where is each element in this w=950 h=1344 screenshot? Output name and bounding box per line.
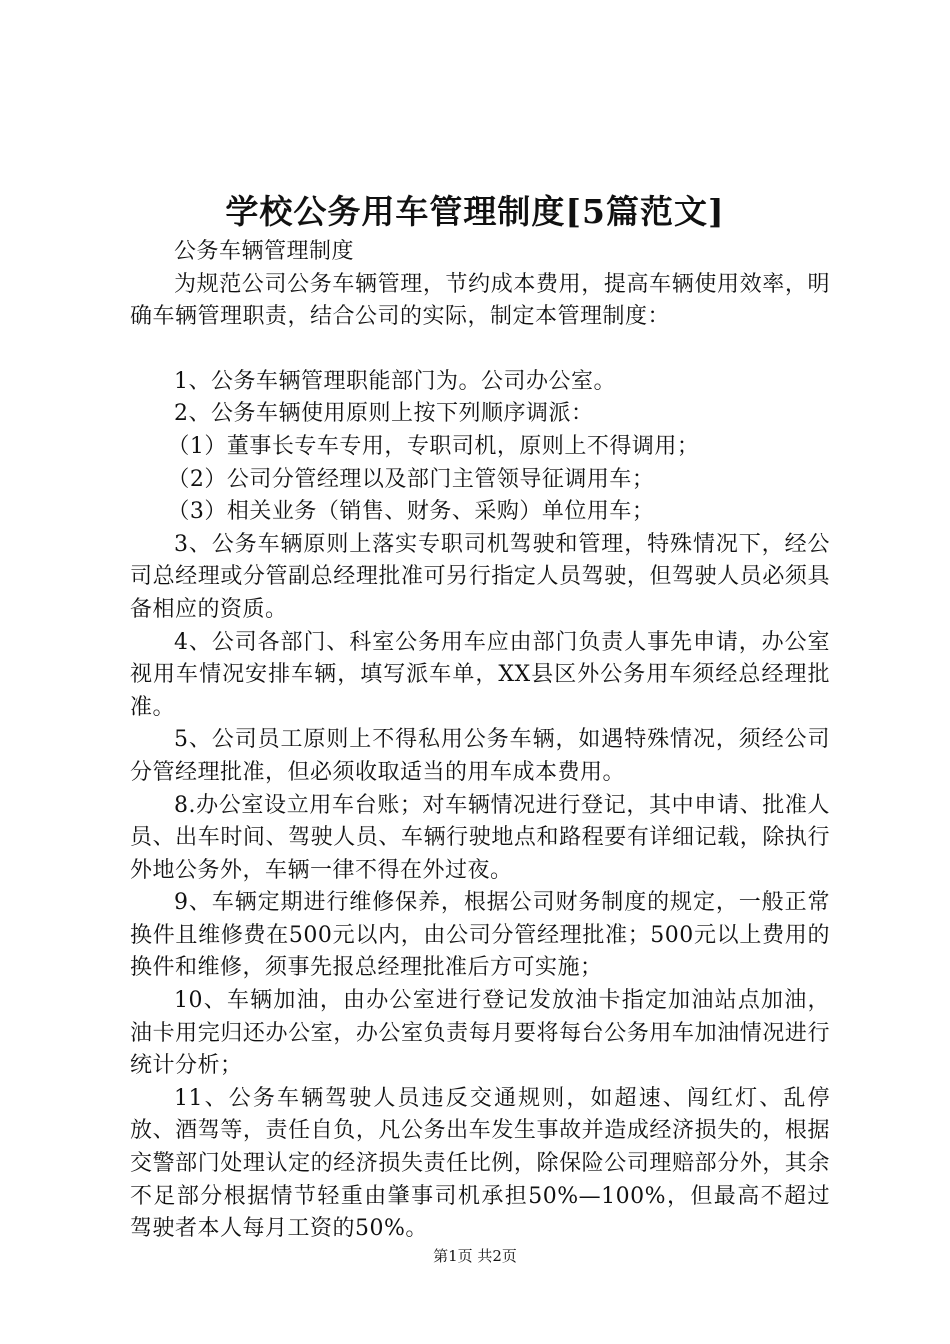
clause-2: 2、公务车辆使用原则上按下列顺序调派： xyxy=(174,401,594,427)
section-heading: 公务车辆管理制度 xyxy=(174,239,355,264)
clause-1: 1、公务车辆管理职能部门为。公司办公室。 xyxy=(174,368,616,394)
clause-3: 3、公务车辆原则上落实专职司机驾驶和管理，特殊情况下，经公司总经理或分管副总经理批准可另行指定人员驾驶，但驾驶人员必须具备相应的资质。 xyxy=(130,531,830,622)
clause-4: 4、公司各部门、科室公务用车应由部门负责人事先申请，办公室视用车情况安排车辆，填写派车单，XX县区外公务用车须经总经理批准。 xyxy=(130,629,830,720)
document-title: 学校公务用车管理制度[5篇范文] xyxy=(225,192,725,231)
clause-8: 8.办公室设立用车台账；对车辆情况进行登记，其中申请、批准人员、出车时间、驾驶人员、车辆行驶地点和路程要有详细记载，除执行外地公务外，车辆一律不得在外过夜。 xyxy=(130,792,830,883)
document-body xyxy=(130,236,830,1246)
clause-2-item-1: （1）董事长专车专用，专职司机，原则上不得调用； xyxy=(167,433,700,459)
clause-9: 9、车辆定期进行维修保养，根据公司财务制度的规定，一般正常换件且维修费在500元以内，由公司分管经理批准；500元以上费用的换件和维修，须事先报总经理批准后方可实施； xyxy=(130,890,830,981)
clause-2-item-2: （2）公司分管经理以及部门主管领导征调用车； xyxy=(167,466,655,492)
clause-11: 11、公务车辆驾驶人员违反交通规则，如超速、闯红灯、乱停放、酒驾等，责任自负，凡公务出车发生事故并造成经济损失的，根据交警部门处理认定的经济损失责任比例，除保险公司理赔部分外，其余不足部分根据情节轻重由肇事司机承担50%—100%，但最高不超过驾驶者本人每月工资的50%。 xyxy=(130,1085,830,1242)
intro-paragraph: 为规范公司公务车辆管理，节约成本费用，提高车辆使用效率，明确车辆管理职责，结合公司的实际，制定本管理制度： xyxy=(130,271,830,330)
clause-10: 10、车辆加油，由办公室进行登记发放油卡指定加油站点加油，油卡用完归还办公室，办公室负责每月要将每台公务用车加油情况进行统计分析； xyxy=(130,988,830,1079)
page-number-footer: 第1页 共2页 xyxy=(433,1247,517,1265)
clause-2-item-3: （3）相关业务（销售、财务、采购）单位用车； xyxy=(167,499,655,525)
clause-5: 5、公司员工原则上不得私用公务车辆，如遇特殊情况，须经公司分管经理批准，但必须收取适当的用车成本费用。 xyxy=(130,727,830,785)
